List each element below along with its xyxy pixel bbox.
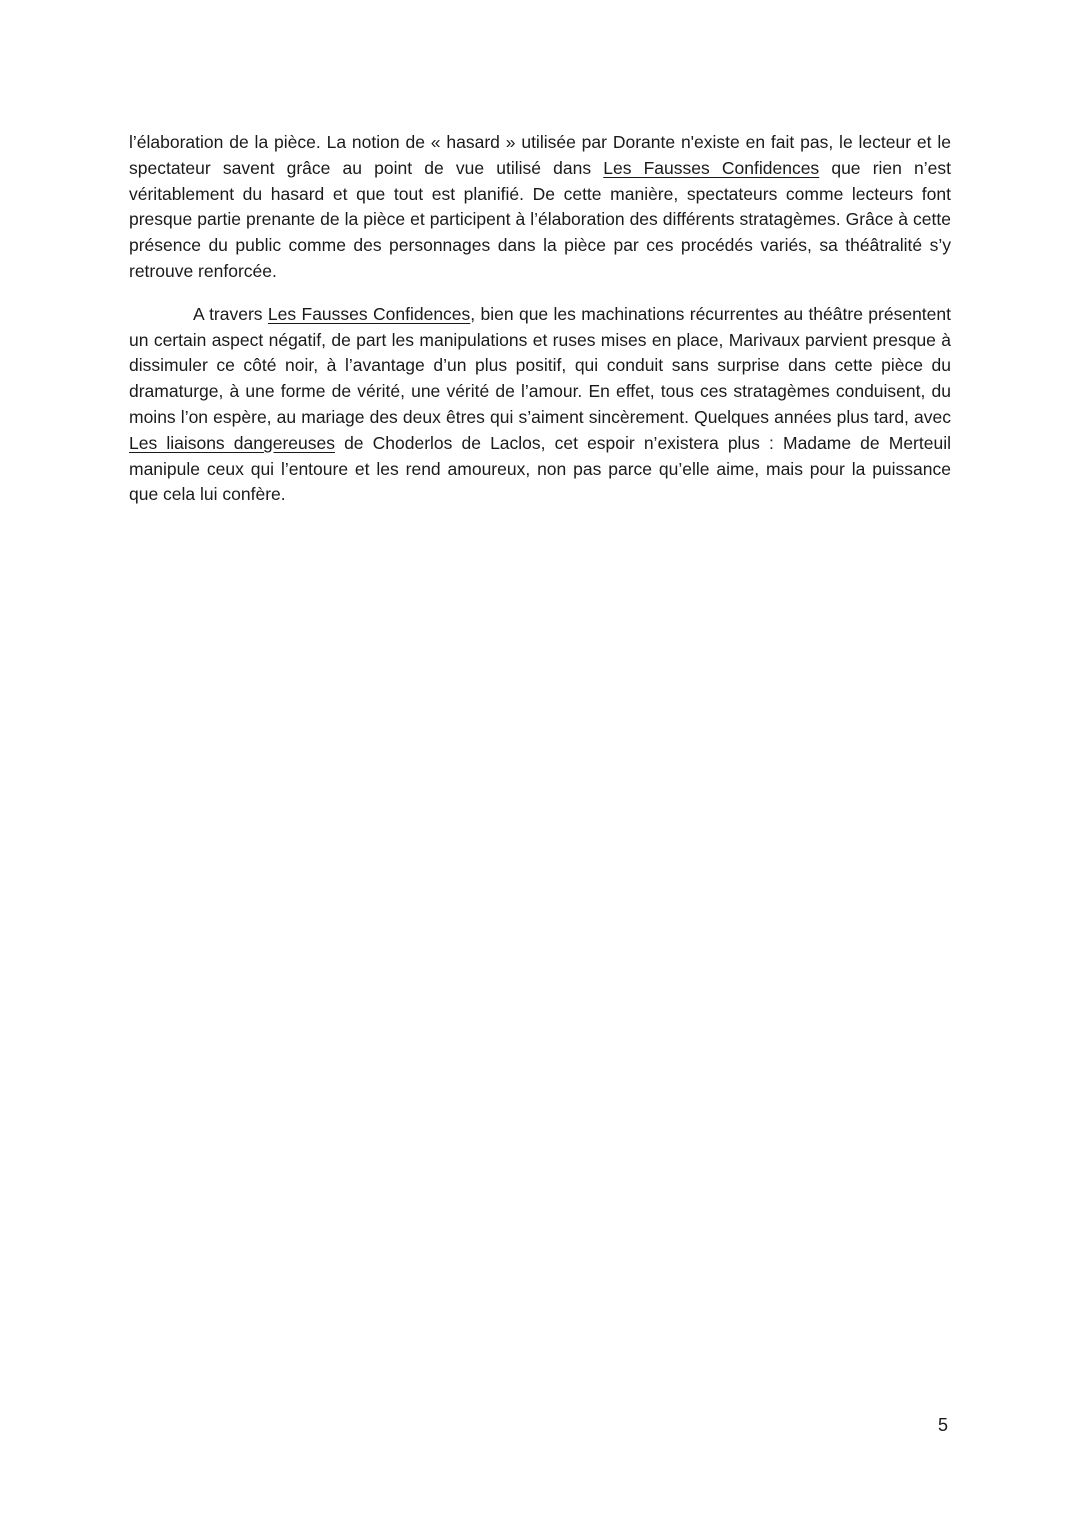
- body-text: [129, 130, 951, 508]
- paragraph-1-text: que rien n’est véritablement du hasard et que tout est planifié. De cette manière, spectateurs comme lecteurs font presque partie prenante de la pièce et participent à l’élaboration des différents stratagèmes. Grâce à cette présence du public comme des personnages dans la pièce par ces procédés variés, sa théâtralité s’y retrouve renforcée.: [129, 157, 951, 281]
- paragraph-2-text: , bien que les machinations récurrentes au théâtre présentent un certain aspect négatif, de part les manipulations et ruses mises en place, Marivaux parvient presque à dissimuler ce côté noir, à l’avantage d’un plus positif, qui conduit sans surprise dans cette pièce du dramaturge, à une forme de vérité, une vérité de l’amour. En effet, tous ces stratagèmes conduisent, du moins l’on espère, au mariage des deux êtres qui s’aiment sincèrement. Quelques années plus tard, avec: [129, 303, 951, 427]
- paragraph-2-text: A travers: [193, 303, 268, 324]
- paragraph-2: [129, 302, 951, 508]
- book-title-les-fausses-confidences: Les Fausses Confidences: [603, 157, 820, 178]
- paragraph-1-text: l’élaboration de la pièce. La notion de « hasard » utilisée par Dorante n'existe en fait pas, le lecteur et le spectateur savent grâce au point de vue utilisé dans: [129, 132, 951, 178]
- page-number: 5: [938, 1415, 949, 1435]
- paragraph-1: [129, 130, 951, 285]
- book-title-les-fausses-confidences: Les Fausses Confidences: [267, 303, 471, 324]
- book-title-les-liaisons-dangereuses: Les liaisons dangereuses: [129, 432, 335, 453]
- paragraph-2-text: de Choderlos de Laclos, cet espoir n’existera plus : Madame de Merteuil manipule ceux qui l’entoure et les rend amoureux, non pas parce qu’elle aime, mais pour la puissance que cela lui confère.: [129, 432, 951, 505]
